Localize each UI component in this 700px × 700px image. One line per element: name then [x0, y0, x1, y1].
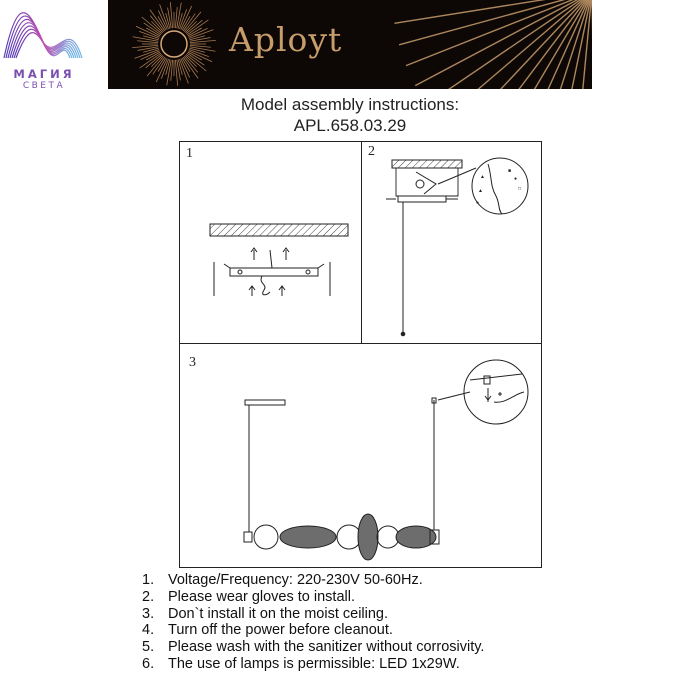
list-item — [142, 572, 484, 589]
svg-text:●: ● — [476, 200, 480, 206]
list-item — [142, 606, 484, 623]
panel-number-3: 3 — [189, 355, 196, 370]
svg-text:□: □ — [518, 186, 522, 192]
page-title: Model assembly instructions: — [240, 95, 460, 114]
item-text: Please wash with the sanitizer without corrosivity. — [168, 639, 485, 656]
panel-number-1: 1 — [186, 146, 193, 161]
svg-text:▲: ▲ — [480, 174, 485, 180]
list-item — [142, 656, 484, 673]
panel-1-frame — [180, 142, 362, 344]
svg-text:▲: ▲ — [478, 188, 483, 194]
item-text: The use of lamps is permissible: LED 1x29W. — [168, 655, 460, 672]
instructions-list — [142, 572, 484, 673]
item-text: Turn off the power before cleanout. — [168, 622, 393, 639]
logo-text-primary: МАГИЯ — [13, 67, 75, 81]
item-number: 2. — [142, 588, 155, 605]
svg-text:●: ● — [514, 176, 518, 182]
panel-1-drawing — [210, 224, 348, 296]
item-number: 3. — [142, 605, 155, 622]
panel-2-drawing — [386, 158, 528, 336]
svg-text:■: ■ — [508, 168, 512, 174]
item-text: Don`t install it on the moist ceiling. — [168, 605, 389, 622]
item-text: Please wear gloves to install. — [168, 588, 355, 605]
list-item — [142, 639, 484, 656]
panel-3-drawing — [244, 360, 528, 560]
list-item — [142, 622, 484, 639]
list-item — [142, 589, 484, 606]
panel-number-2: 2 — [368, 144, 375, 159]
item-number: 1. — [142, 572, 155, 588]
model-number: APL.658.03.29 — [293, 116, 407, 135]
item-text: Voltage/Frequency: 220-230V 50-60Hz. — [168, 572, 423, 588]
item-number: 6. — [142, 655, 155, 672]
brand-name: Aployt — [229, 20, 343, 59]
item-number: 4. — [142, 622, 155, 639]
logo-text-secondary: СВЕТА — [22, 81, 66, 91]
item-number: 5. — [142, 639, 155, 656]
panel-2-frame — [362, 142, 542, 344]
